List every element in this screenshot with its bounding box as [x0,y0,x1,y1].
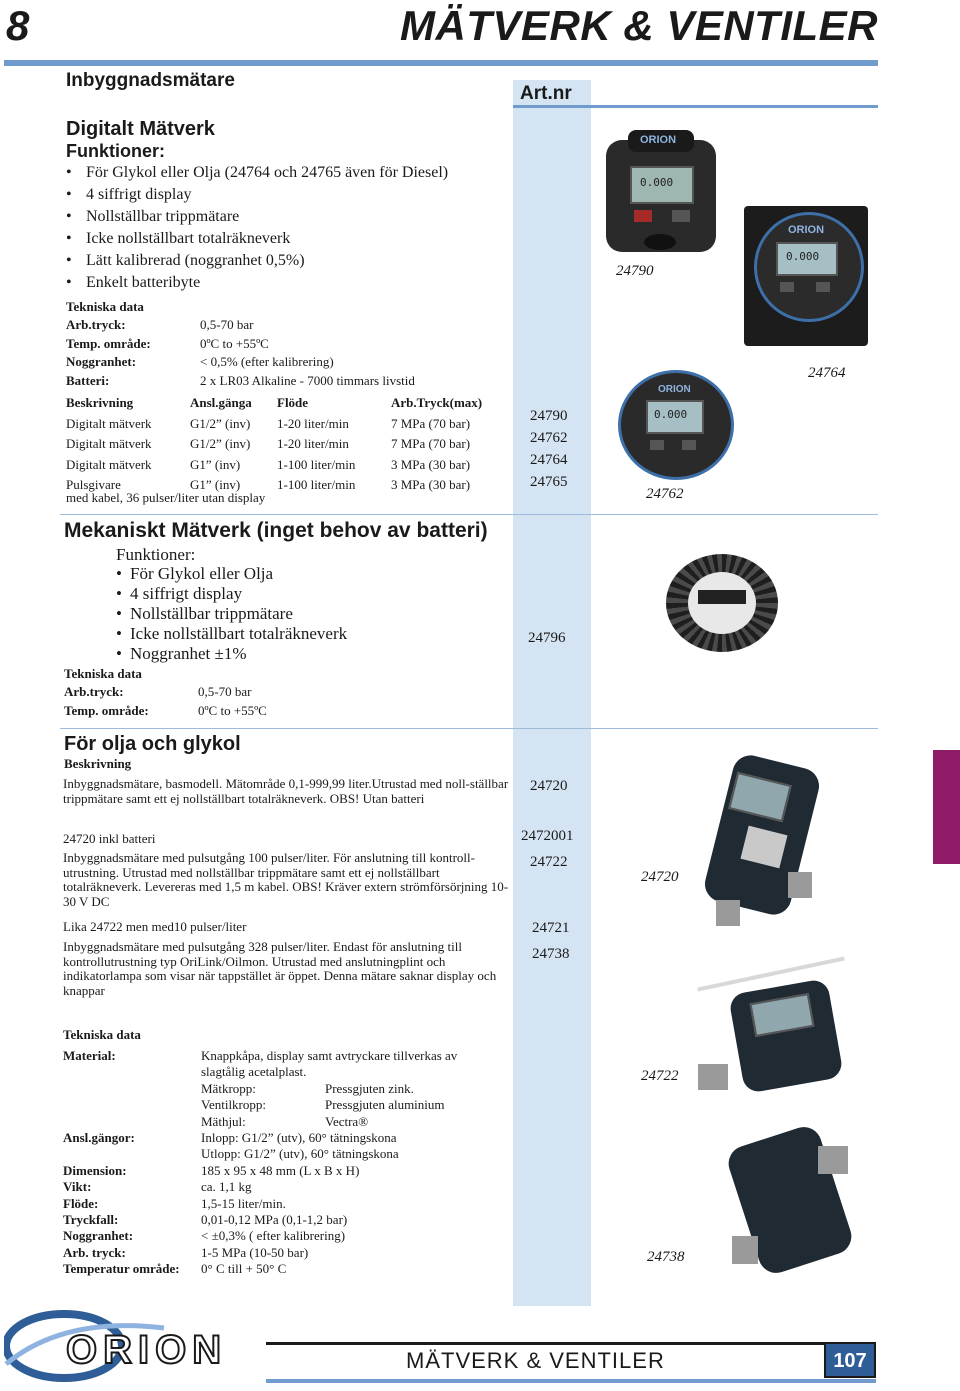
spec-key: Arb. tryck: [63,1244,126,1260]
table-note: med kabel, 36 pulser/liter utan display [66,489,266,505]
product-image-24722 [696,970,866,1100]
section-separator [60,728,878,729]
table-header [66,393,506,414]
table-cell: Digitalt mätverk [66,436,152,451]
art-number: 24762 [530,430,568,446]
spec-row [66,372,506,391]
spec-key: Arb.tryck: [64,684,124,699]
table-cell: 1-100 liter/min [277,477,356,492]
table-cell: 7 MPa (70 bar) [391,436,471,451]
oil-item-text: Lika 24722 men med10 pulser/liter [63,919,247,934]
spec-key: Temperatur område: [63,1261,180,1277]
caption-24738: 24738 [647,1249,685,1265]
spec-row [63,1146,503,1162]
page-number: 8 [6,2,30,49]
oil-item-text: 24720 inkl batteri [63,831,156,846]
spec-value: 0,01-0,12 MPa (0,1-1,2 bar) [201,1212,348,1228]
art-number: 24796 [528,630,566,646]
spec-value: 0° C till + 50° C [201,1261,287,1277]
spec-value: 0,5-70 bar [198,684,252,699]
spec-value: 185 x 95 x 48 mm (L x B x H) [201,1162,360,1178]
digital-title: Digitalt Mätverk [66,118,215,140]
list-item: • 4 siffrigt display [66,184,516,206]
table-cell: 3 MPa (30 bar) [391,456,471,472]
spec-subkey: Mätkropp: [201,1080,256,1096]
mechanical-specs [64,683,364,720]
section-separator [60,514,878,515]
spec-row [63,1261,503,1277]
spec-key: Arb.tryck: [66,317,126,332]
brand-label: ORION [658,384,691,395]
table-row [66,455,506,476]
product-image-24720 [704,760,820,930]
list-item: • 4 siffrigt display [116,584,506,604]
art-number: 24720 [530,778,568,794]
lcd-value: 0.000 [640,176,674,189]
footer-rule [266,1342,824,1345]
caption-24790: 24790 [616,263,654,279]
table-cell: Digitalt mätverk [66,456,152,472]
spec-key: Dimension: [63,1162,127,1178]
oil-tech-label: Tekniska data [63,1027,141,1042]
art-number: 2472001 [521,828,574,844]
spec-key: Temp. område: [64,702,149,718]
art-number: 24722 [530,854,568,870]
caption-24762: 24762 [646,486,684,502]
spec-key: Vikt: [63,1179,92,1195]
col-header: Beskrivning [66,395,134,410]
spec-row [63,1245,503,1261]
footer-title: MÄTVERK & VENTILER [406,1348,665,1373]
spec-key: Noggranhet: [66,354,137,369]
list-item: • För Glykol eller Olja (24764 och 24765 även för Diesel) [66,162,516,184]
spec-row [66,335,506,354]
list-item: • För Glykol eller Olja [116,564,506,584]
artnr-heading: Art.nr [520,83,572,104]
table-cell: G1/2” (inv) [190,436,251,451]
artnr-column [513,80,591,1306]
spec-value: 1-5 MPa (10-50 bar) [201,1244,309,1260]
art-number: 24765 [530,474,568,490]
spec-row [64,702,364,721]
brand-label: ORION [788,224,825,236]
spec-row [63,1130,503,1146]
spec-row [63,1163,503,1179]
spec-key: Temp. område: [66,335,151,351]
spec-value: ca. 1,1 kg [201,1179,252,1195]
mechanical-title: Mekaniskt Mätverk (inget behov av batteri) [64,519,488,542]
spec-subkey: Ventilkropp: [201,1097,266,1113]
brand-label: ORION [640,134,677,146]
oil-specs [63,1048,503,1278]
spec-row [63,1212,503,1228]
art-number: 24764 [530,452,568,468]
product-image-24796 [666,554,780,654]
table-row [66,434,506,455]
footer-logo [4,1306,266,1386]
col-header: Arb.Tryck(max) [391,395,483,410]
spec-row [63,1228,503,1244]
spec-value: Pressgjuten aluminium [325,1097,445,1113]
digital-table [66,393,506,506]
spec-row [63,1179,503,1195]
oil-item-text: Inbyggnadsmätare med pulsutgång 328 pulser/liter. Endast för anslutning till kontrollutrustning typ OriLink/Oilmon. Utrustad med anslutningplint och indikatorlampa som visar när tappstället är öppet. Denna mätare saknar display och knappar [63,939,497,998]
mechanical-functions-list [116,564,506,664]
art-number: 24738 [532,946,570,962]
list-item: • Icke nollställbart totalräkneverk [116,624,506,644]
art-number: 24790 [530,408,568,424]
list-item: • Noggranhet ±1% [116,644,506,664]
caption-24720: 24720 [641,869,679,885]
artnr-rule [513,105,878,108]
caption-24722: 24722 [641,1068,679,1084]
oil-item-text: Inbyggnadsmätare, basmodell. Mätområde 0,1-999,99 liter.Utrustad med noll-ställbar trippmätare samt ett ej nollställbart totalräkneverk. OBS! Utan batteri [63,776,509,806]
spec-key: Noggranhet: [63,1228,134,1244]
spec-row [63,1048,503,1081]
list-item: • Lätt kalibrerad (noggranhet 0,5%) [66,250,516,272]
product-image-24738 [722,1124,872,1274]
spec-value: 2 x LR03 Alkaline - 7000 timmars livstid [200,372,415,388]
lcd-value: 0.000 [786,250,820,263]
table-row [66,414,506,435]
spec-value: Vectra® [325,1113,369,1129]
spec-row [63,1196,503,1212]
mechanical-tech-label: Tekniska data [64,666,142,681]
table-cell: 1-100 liter/min [277,456,356,472]
section-side-tab [933,750,960,864]
spec-subkey: Mäthjul: [201,1113,246,1129]
digital-tech-label: Tekniska data [66,299,144,314]
list-item: • Enkelt batteribyte [66,272,516,294]
spec-value: 0ºC to +55ºC [198,702,267,718]
table-cell: G1” (inv) [190,477,241,492]
oil-title: För olja och glykol [64,733,241,755]
spec-key: Material: [63,1048,116,1063]
section-title: Inbyggnadsmätare [66,70,235,91]
spec-value: Pressgjuten zink. [325,1080,414,1096]
digital-functions-label: Funktioner: [66,141,165,161]
spec-value: Inlopp: G1/2” (utv), 60° tätningskona [201,1130,397,1146]
spec-value: Knappkåpa, display samt avtryckare tillverkas av slagtålig acetalplast. [201,1048,458,1080]
footer-rule-blue [266,1379,876,1383]
spec-value: < ±0,3% ( efter kalibrering) [201,1228,346,1244]
oil-item-text: Inbyggnadsmätare med pulsutgång 100 pulser/liter. För anslutning till kontroll-utrustning. Utrustad med nollställbar trippmätare samt ett ej nollställbart totalräkneverk. Levereras med 1,5 m kabel. OBS! Kräver extern strömförsörjning 10-30 V DC [63,850,509,909]
spec-row [64,683,364,702]
table-cell: 1-20 liter/min [277,415,349,431]
product-image-24790 [606,126,716,256]
list-item: • Icke nollställbart totalräkneverk [66,228,516,250]
spec-key: Ansl.gängor: [63,1130,135,1146]
table-cell: Digitalt mätverk [66,415,152,431]
mechanical-functions-label: Funktioner: [116,545,196,564]
table-cell: 1-20 liter/min [277,436,349,451]
spec-row [63,1114,503,1130]
spec-key: Flöde: [63,1195,99,1211]
footer-logo-text: ORION [66,1328,228,1372]
table-cell: G1/2” (inv) [190,415,251,431]
spec-key [63,1146,201,1162]
art-number: 24721 [532,920,570,936]
caption-24764: 24764 [808,365,846,381]
oil-desc-label: Beskrivning [64,756,132,771]
spec-value: < 0,5% (efter kalibrering) [200,354,334,369]
spec-row [63,1097,503,1113]
col-header: Ansl.gänga [190,395,252,410]
table-cell: Pulsgivare [66,477,121,492]
list-item: • Nollställbar trippmätare [116,604,506,624]
spec-value: 1,5-15 liter/min. [201,1195,286,1211]
spec-row [66,353,506,372]
header-rule [4,60,878,66]
header-title: MÄTVERK & VENTILER [399,2,878,49]
spec-row [63,1081,503,1097]
footer-page-number: 107 [824,1342,876,1378]
spec-key: Batteri: [66,372,110,388]
table-cell: 3 MPa (30 bar) [391,477,471,492]
product-image-24764 [744,206,870,346]
list-item: • Nollställbar trippmätare [66,206,516,228]
product-image-24762 [612,370,734,480]
table-cell: G1” (inv) [190,456,241,472]
spec-row [66,316,506,335]
digital-specs [66,316,506,390]
digital-functions-list [66,162,516,294]
lcd-value: 0.000 [654,408,688,421]
table-cell: 7 MPa (70 bar) [391,415,471,431]
spec-value: 0ºC to +55ºC [200,335,269,351]
col-header: Flöde [277,395,309,410]
spec-value: Utlopp: G1/2” (utv), 60° tätningskona [201,1146,399,1162]
spec-value: 0,5-70 bar [200,317,254,332]
spec-key: Tryckfall: [63,1212,119,1228]
